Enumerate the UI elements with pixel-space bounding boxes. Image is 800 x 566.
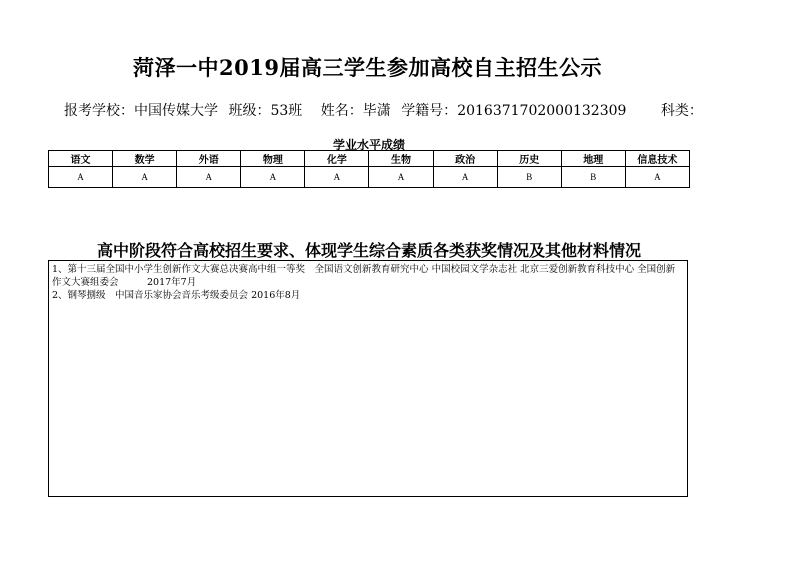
grade-value-cell: B bbox=[561, 167, 625, 188]
grade-header-cell: 化学 bbox=[305, 151, 369, 167]
school-value: 中国传媒大学 bbox=[134, 103, 218, 119]
grade-header-cell: 数学 bbox=[113, 151, 177, 167]
grade-value-cell: A bbox=[241, 167, 305, 188]
awards-box bbox=[48, 260, 688, 497]
award-item: 1、第十三届全国中小学生创新作文大赛总决赛高中组一等奖 全国语文创新教育研究中心 中国校园文学杂志社 北京三爱创新教育科技中心 全国创新作文大赛组委会 2017年7月 bbox=[52, 264, 676, 288]
awards-heading: 高中阶段符合高校招生要求、体现学生综合素质各类获奖情况及其他材料情况 bbox=[96, 241, 641, 260]
grades-header-row bbox=[49, 151, 690, 167]
name-label: 姓名： bbox=[320, 103, 363, 119]
grade-header-cell: 物理 bbox=[241, 151, 305, 167]
award-item: 2、钢琴捌级 中国音乐家协会音乐考级委员会 2016年8月 bbox=[52, 290, 301, 301]
grade-header-cell: 历史 bbox=[497, 151, 561, 167]
grade-header-cell: 外语 bbox=[177, 151, 241, 167]
grade-header-cell: 政治 bbox=[433, 151, 497, 167]
student-info-line bbox=[64, 100, 703, 120]
student-id-label: 学籍号： bbox=[401, 103, 458, 119]
grade-header-cell: 地理 bbox=[561, 151, 625, 167]
grade-header-cell: 生物 bbox=[369, 151, 433, 167]
grade-header-cell: 信息技术 bbox=[625, 151, 689, 167]
class-value: 53班 bbox=[270, 103, 303, 119]
school-label: 报考学校： bbox=[64, 103, 134, 119]
grade-value-cell: A bbox=[625, 167, 689, 188]
grade-value-cell: B bbox=[497, 167, 561, 188]
grade-value-cell: A bbox=[49, 167, 113, 188]
grades-value-row bbox=[49, 167, 690, 188]
grades-table bbox=[48, 150, 690, 188]
class-label: 班级： bbox=[228, 103, 271, 119]
name-value: 毕潇 bbox=[362, 103, 391, 119]
grades-caption: 学业水平成绩 bbox=[332, 138, 405, 152]
subject-type-label: 科类： bbox=[660, 103, 703, 119]
document-title: 菏泽一中2019届高三学生参加高校自主招生公示 bbox=[133, 55, 602, 80]
grade-value-cell: A bbox=[177, 167, 241, 188]
student-id-value: 2016371702000132309 bbox=[457, 103, 627, 119]
grade-value-cell: A bbox=[433, 167, 497, 188]
grade-value-cell: A bbox=[113, 167, 177, 188]
grade-value-cell: A bbox=[369, 167, 433, 188]
grade-header-cell: 语文 bbox=[49, 151, 113, 167]
grade-value-cell: A bbox=[305, 167, 369, 188]
